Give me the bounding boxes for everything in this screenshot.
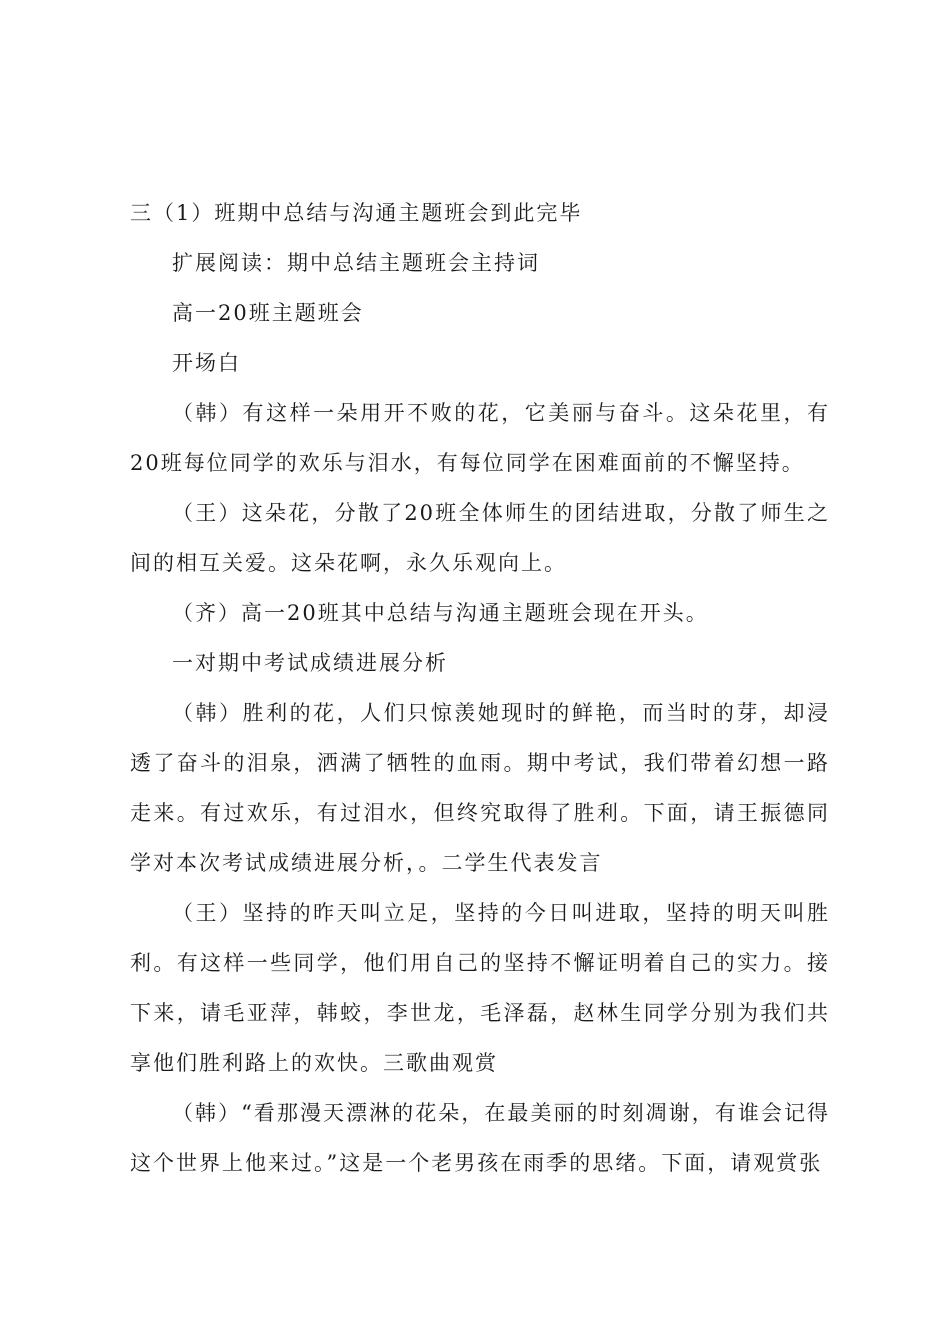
paragraph-han-3: （韩）“看那漫天漂淋的花朵，在最美丽的时刻凋谢，有谁会记得这个世界上他来过。”这是一个老男孩在雨季的思绪。下面，请观赏张 [130,1101,830,1175]
section-heading-opening: 开场白 [172,351,241,375]
paragraph-han-2: （韩）胜利的花，人们只惊羡她现时的鲜艳，而当时的芽，却浸透了奋斗的泪泉，洒满了牺牲的血雨。期中考试，我们带着幻想一路走来。有过欢乐，有过泪水，但终究取得了胜利。下面，请王振德同学对本次考试成绩进展分析，。二学生代表发言 [130,701,830,875]
paragraph-wang-2: （王）坚持的昨天叫立足，坚持的今日叫进取，坚持的明天叫胜利。有这样一些同学，他们用自己的坚持不懈证明着自己的实力。接下来，请毛亚萍，韩蛟，李世龙，毛泽磊，赵林生同学分别为我们共享他们胜利路上的欢快。三歌曲观赏 [130,901,830,1075]
paragraph-together: （齐）高一20班其中总结与沟通主题班会现在开头。 [172,601,709,625]
paragraph-wang-1: （王）这朵花，分散了20班全体师生的团结进取，分散了师生之间的相互关爱。这朵花啊，永久乐观向上。 [130,501,830,575]
paragraph-han-1: （韩）有这样一朵用开不败的花，它美丽与奋斗。这朵花里，有20班每位同学的欢乐与泪水，有每位同学在困难面前的不懈坚持。 [130,401,830,475]
document-body [130,188,830,1188]
section-heading-analysis: 一对期中考试成绩进展分析 [172,651,448,675]
extended-reading-title: 扩展阅读：期中总结主题班会主持词 [172,251,540,275]
closing-line: 三（1）班期中总结与沟通主题班会到此完毕 [130,201,583,225]
class-meeting-title: 高一20班主题班会 [172,301,364,325]
